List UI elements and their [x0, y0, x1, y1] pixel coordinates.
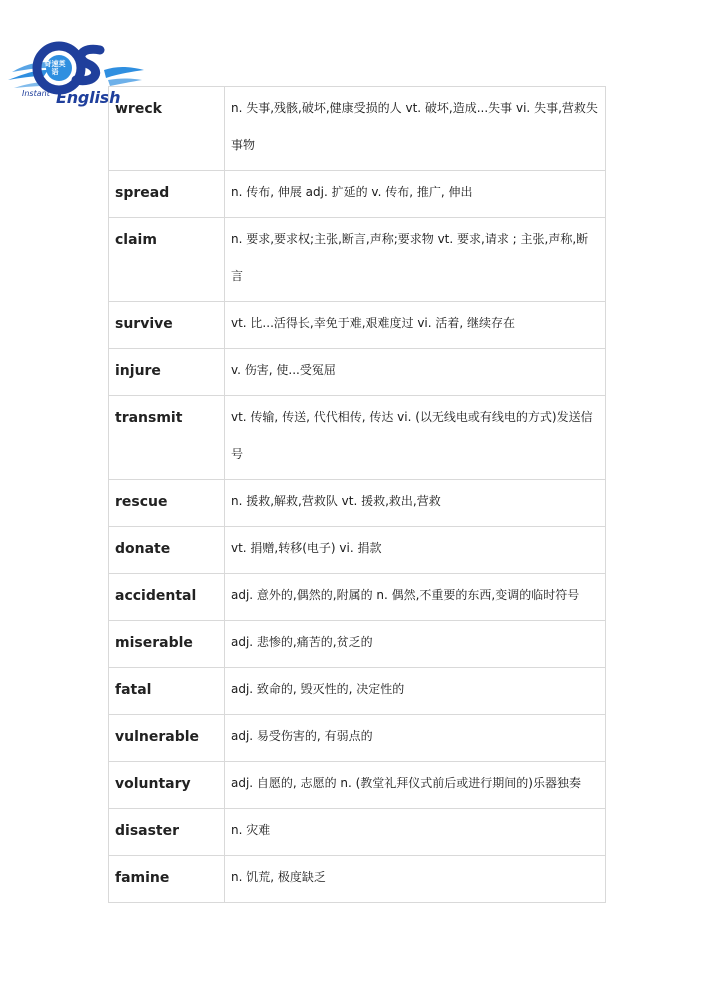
table-row — [109, 621, 606, 668]
vocab-definition: n. 饥荒, 极度缺乏 — [225, 856, 606, 903]
table-row — [109, 218, 606, 302]
table-row — [109, 349, 606, 396]
vocab-definition: vt. 捐赠,转移(电子) vi. 捐款 — [225, 527, 606, 574]
vocab-word: injure — [109, 349, 225, 396]
table-row — [109, 480, 606, 527]
table-row — [109, 762, 606, 809]
vocab-word: fatal — [109, 668, 225, 715]
vocab-word: vulnerable — [109, 715, 225, 762]
table-row — [109, 574, 606, 621]
vocab-definition: n. 灾难 — [225, 809, 606, 856]
vocab-word: survive — [109, 302, 225, 349]
logo-cn-text: 奇速英语 — [44, 60, 66, 76]
vocab-definition: v. 伤害, 使...受冤屈 — [225, 349, 606, 396]
vocab-word: miserable — [109, 621, 225, 668]
logo-instant-text: Instant — [22, 89, 50, 98]
table-row — [109, 396, 606, 480]
table-row — [109, 668, 606, 715]
table-row — [109, 715, 606, 762]
vocab-definition: adj. 悲惨的,痛苦的,贫乏的 — [225, 621, 606, 668]
vocab-definition: adj. 致命的, 毁灭性的, 决定性的 — [225, 668, 606, 715]
logo-english-text: English — [56, 88, 121, 107]
vocab-word: transmit — [109, 396, 225, 480]
vocab-word: famine — [109, 856, 225, 903]
vocab-definition: n. 援救,解救,营救队 vt. 援救,救出,营救 — [225, 480, 606, 527]
vocab-word: accidental — [109, 574, 225, 621]
vocab-definition: vt. 比...活得长,幸免于难,艰难度过 vi. 活着, 继续存在 — [225, 302, 606, 349]
table-row — [109, 87, 606, 171]
vocab-definition: vt. 传输, 传送, 代代相传, 传达 vi. (以无线电或有线电的方式)发送信号 — [225, 396, 606, 480]
vocab-definition: adj. 易受伤害的, 有弱点的 — [225, 715, 606, 762]
vocab-word: wreck — [109, 87, 225, 171]
table-row — [109, 171, 606, 218]
vocab-word: voluntary — [109, 762, 225, 809]
table-row — [109, 809, 606, 856]
vocab-word: disaster — [109, 809, 225, 856]
vocab-definition: adj. 自愿的, 志愿的 n. (教堂礼拜仪式前后或进行期间的)乐器独奏 — [225, 762, 606, 809]
vocab-definition: n. 失事,残骸,破坏,健康受损的人 vt. 破坏,造成...失事 vi. 失事,营救失事物 — [225, 87, 606, 171]
vocab-definition: adj. 意外的,偶然的,附属的 n. 偶然,不重要的东西,变调的临时符号 — [225, 574, 606, 621]
table-row — [109, 527, 606, 574]
vocab-word: rescue — [109, 480, 225, 527]
vocabulary-table — [108, 86, 606, 903]
table-row — [109, 302, 606, 349]
vocab-word: donate — [109, 527, 225, 574]
vocab-definition: n. 要求,要求权;主张,断言,声称;要求物 vt. 要求,请求 ; 主张,声称,断言 — [225, 218, 606, 302]
table-row — [109, 856, 606, 903]
vocab-definition: n. 传布, 伸展 adj. 扩延的 v. 传布, 推广, 伸出 — [225, 171, 606, 218]
vocab-word: spread — [109, 171, 225, 218]
vocab-word: claim — [109, 218, 225, 302]
